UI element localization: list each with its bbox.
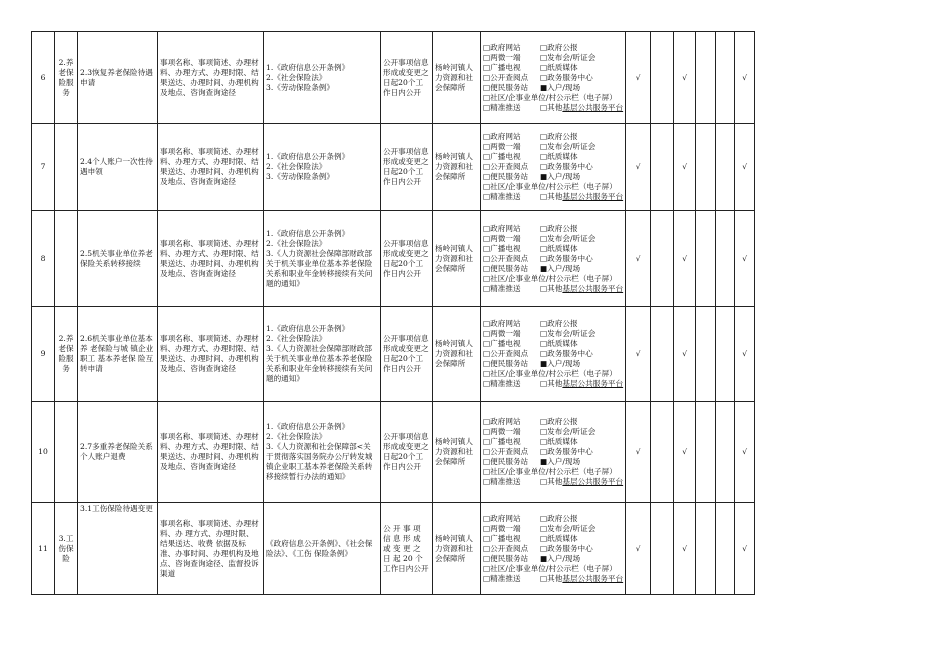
disclosure-basis: 1.《政府信息公开条例》 2.《社会保险法》 3.《人力资源社会保障部财政部关于机关事业单位基本养老保险关系和职业年金转移接续有关问题的通知》 [264, 307, 381, 402]
table-row [32, 32, 755, 124]
empty-cell [651, 402, 674, 503]
check-mark: √ [674, 124, 696, 211]
disclosure-time: 公开事项信息形成或变更之日起20个工作日内公开 [381, 32, 433, 124]
empty-cell [696, 32, 716, 124]
disclosure-basis: 1.《政府信息公开条例》 2.《社会保险法》 3.《人力资源社会保障部财政部关于机关事业单位基本养老保险关系和职业年金转移接续有关问题的通知》 [264, 211, 381, 307]
category-cell [55, 211, 78, 307]
check-mark: √ [626, 124, 651, 211]
check-mark: √ [674, 32, 696, 124]
channel-list: □政府网站 □政府公报 □两微一端 □发布会/听证会 □广播电视 □纸质媒体 □公开查阅点 □政务服务中心 □便民服务站 ■入户/现场 □社区/企事业单位/村公示栏（电子屏） □精准推送 □其他 基层公共服务平台 [481, 124, 626, 211]
check-mark: √ [735, 307, 755, 402]
channel-list: □政府网站 □政府公报 □两微一端 □发布会/听证会 □广播电视 □纸质媒体 □公开查阅点 □政务服务中心 □便民服务站 ■入户/现场 □社区/企事业单位/村公示栏（电子屏） □精准推送 □其他 基层公共服务平台 [481, 503, 626, 595]
item-name: 2.7多重养老保险关系个人账户退费 [78, 402, 158, 503]
table-row [32, 211, 755, 307]
disclosure-subject: 杨岭河镇人力资源和社会保障所 [433, 124, 481, 211]
disclosure-basis: 1.《政府信息公开条例》 2.《社会保险法》 3.《劳动保险条例》 [264, 124, 381, 211]
row-number: 7 [32, 124, 55, 211]
disclosure-time: 公开事项信息形成或变更之日起20个工作日内公开 [381, 211, 433, 307]
disclosure-content: 事项名称、事项简述、办理材料、办理方式、办理时限、结果送达、办理时间、办理机构及地点、咨询查询途径 [158, 307, 264, 402]
item-name: 3.1工伤保险待遇变更 [78, 503, 158, 595]
item-name: 2.3恢复养老保险待遇申请 [78, 32, 158, 124]
check-mark: √ [735, 211, 755, 307]
disclosure-subject: 杨岭河镇人力资源和社会保障所 [433, 32, 481, 124]
table-row [32, 503, 755, 595]
row-number: 6 [32, 32, 55, 124]
disclosure-basis: 1.《政府信息公开条例》 2.《社会保险法》 3.《劳动保险条例》 [264, 32, 381, 124]
table-row [32, 402, 755, 503]
disclosure-content: 事项名称、事项简述、办理材料、办 理方式、办理时限、结果送达、收费 依据及标准、办事时间、办理机构及地点、咨询查询途径、监督投诉渠道 [158, 503, 264, 595]
check-mark: √ [626, 32, 651, 124]
row-number: 9 [32, 307, 55, 402]
check-mark: √ [626, 503, 651, 595]
empty-cell [696, 124, 716, 211]
channel-list: □政府网站 □政府公报 □两微一端 □发布会/听证会 □广播电视 □纸质媒体 □公开查阅点 □政务服务中心 □便民服务站 ■入户/现场 □社区/企事业单位/村公示栏（电子屏） □精准推送 □其他 基层公共服务平台 [481, 32, 626, 124]
table-row [32, 124, 755, 211]
channel-list: □政府网站 □政府公报 □两微一端 □发布会/听证会 □广播电视 □纸质媒体 □公开查阅点 □政务服务中心 □便民服务站 ■入户/现场 □社区/企事业单位/村公示栏（电子屏） □精准推送 □其他 基层公共服务平台 [481, 307, 626, 402]
disclosure-subject: 杨岭河镇人力资源和社会保障所 [433, 503, 481, 595]
check-mark: √ [735, 503, 755, 595]
category-cell: 2.养老保险服务 [55, 307, 78, 402]
empty-cell [696, 503, 716, 595]
channel-list: □政府网站 □政府公报 □两微一端 □发布会/听证会 □广播电视 □纸质媒体 □公开查阅点 □政务服务中心 □便民服务站 ■入户/现场 □社区/企事业单位/村公示栏（电子屏） □精准推送 □其他 基层公共服务平台 [481, 211, 626, 307]
row-number: 8 [32, 211, 55, 307]
category-cell: 2.养老保险服务 [55, 32, 78, 124]
table-row [32, 307, 755, 402]
disclosure-basis: 1.《政府信息公开条例》 2.《社会保险法》 3.《人力资源和社会保障部<关于贯彻落实国务院办公厅转发城镇企业职工基本养老保险关系转移接续暂行办法的通知》 [264, 402, 381, 503]
empty-cell [651, 32, 674, 124]
empty-cell [716, 307, 735, 402]
check-mark: √ [735, 402, 755, 503]
check-mark: √ [674, 503, 696, 595]
empty-cell [651, 503, 674, 595]
disclosure-time: 公开事项信息形成或变更之日起20个工作日内公开 [381, 124, 433, 211]
row-number: 11 [32, 503, 55, 595]
check-mark: √ [674, 402, 696, 503]
disclosure-time: 公开事项信息形成或变更之日起20个工作日内公开 [381, 307, 433, 402]
empty-cell [651, 124, 674, 211]
disclosure-time: 公开事项信息形成或变更之日起20个工作日内公开 [381, 402, 433, 503]
category-cell [55, 402, 78, 503]
empty-cell [651, 211, 674, 307]
disclosure-time: 公 开 事 项 信 息 形 成 或 变 更 之 日 起 20 个 工作日内公开 [381, 503, 433, 595]
row-number: 10 [32, 402, 55, 503]
check-mark: √ [735, 32, 755, 124]
disclosure-subject: 杨岭河镇人力资源和社会保障所 [433, 211, 481, 307]
disclosure-content: 事项名称、事项简述、办理材料、办理方式、办理时限、结果送达、办理时间、办理机构及地点、咨询查询途径 [158, 211, 264, 307]
category-cell [55, 124, 78, 211]
disclosure-subject: 杨岭河镇人力资源和社会保障所 [433, 307, 481, 402]
item-name: 2.5机关事业单位养老保险关系转移接续 [78, 211, 158, 307]
item-name: 2.6机关事业单位基本养 老保险与城 镇企业职工 基本养老保 险互转申请 [78, 307, 158, 402]
empty-cell [716, 211, 735, 307]
check-mark: √ [735, 124, 755, 211]
empty-cell [696, 211, 716, 307]
empty-cell [696, 307, 716, 402]
check-mark: √ [674, 307, 696, 402]
empty-cell [696, 402, 716, 503]
category-cell: 3.工伤保险 [55, 503, 78, 595]
disclosure-basis: 《政府信息公开条例》、《社会保险法》、《工伤 保险条例》 [264, 503, 381, 595]
disclosure-content: 事项名称、事项简述、办理材料、办理方式、办理时限、结果送达、办理时间、办理机构及地点、咨询查询途径 [158, 402, 264, 503]
disclosure-table [31, 31, 755, 595]
check-mark: √ [626, 307, 651, 402]
check-mark: √ [674, 211, 696, 307]
disclosure-subject: 杨岭河镇人力资源和社会保障所 [433, 402, 481, 503]
check-mark: √ [626, 402, 651, 503]
disclosure-content: 事项名称、事项简述、办理材料、办理方式、办理时限、结果送达、办理时间、办理机构及地点、咨询查询途径 [158, 124, 264, 211]
empty-cell [716, 124, 735, 211]
item-name: 2.4个人账户一次性待遇申领 [78, 124, 158, 211]
empty-cell [716, 402, 735, 503]
empty-cell [716, 503, 735, 595]
check-mark: √ [626, 211, 651, 307]
empty-cell [651, 307, 674, 402]
disclosure-content: 事项名称、事项简述、办理材料、办理方式、办理时限、结果送达、办理时间、办理机构及地点、咨询查询途径 [158, 32, 264, 124]
channel-list: □政府网站 □政府公报 □两微一端 □发布会/听证会 □广播电视 □纸质媒体 □公开查阅点 □政务服务中心 □便民服务站 ■入户/现场 □社区/企事业单位/村公示栏（电子屏） □精准推送 □其他 基层公共服务平台 [481, 402, 626, 503]
empty-cell [716, 32, 735, 124]
